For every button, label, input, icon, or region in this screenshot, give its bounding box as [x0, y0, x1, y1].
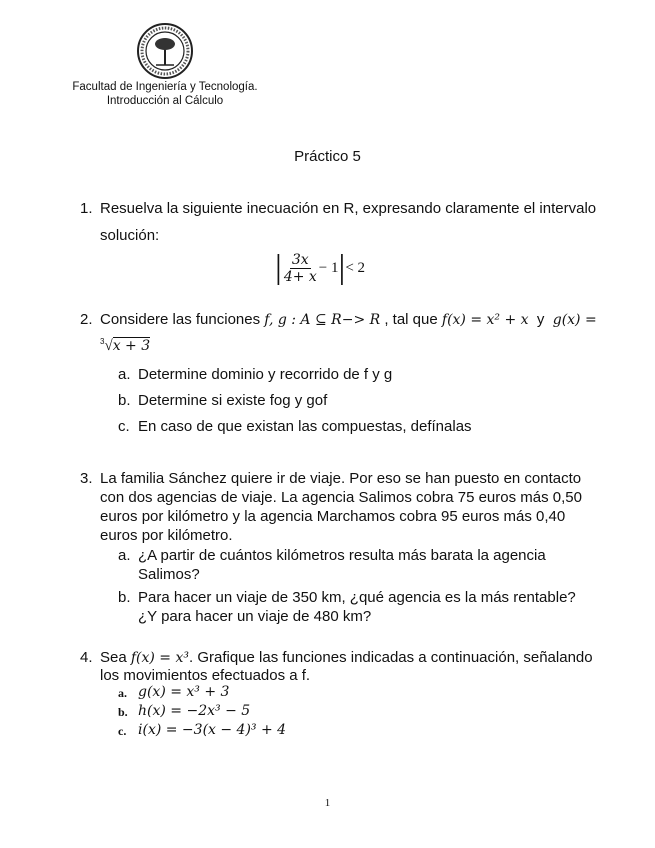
- q2-item-b: Determine si existe fog y gof: [138, 392, 328, 409]
- question-3-line: euros por kilómetro.: [100, 527, 233, 544]
- q2-item-b-label: b.: [118, 392, 131, 409]
- q4-item-a: g(x) = x³ + 3: [138, 684, 230, 700]
- q4-text-a: Sea: [100, 649, 131, 666]
- q3-item-a-label: a.: [118, 547, 131, 564]
- q2-item-a: Determine dominio y recorrido de f y g: [138, 366, 393, 383]
- q2-item-c-label: c.: [118, 418, 130, 435]
- cube-root-expression: $^3$√x + 3: [100, 337, 151, 354]
- question-2-number: 2.: [80, 311, 93, 328]
- q4-item-b: h(x) = −2x³ − 5: [138, 703, 251, 719]
- q3-item-b: Para hacer un viaje de 350 km, ¿qué agencia es la más rentable?: [138, 589, 576, 606]
- question-4-text: [100, 649, 593, 666]
- question-3-line: con dos agencias de viaje. La agencia Salimos cobra 75 euros más 0,50: [100, 489, 582, 506]
- fraction-denominator: 4+ x: [283, 268, 317, 285]
- question-3-line: euros por kilómetro y la agencia Marchamos cobra 95 euros más 0,40: [100, 508, 566, 525]
- q2-text-a: Considere las funciones: [100, 311, 265, 328]
- q4-text-b: . Grafique las funciones indicadas a continuación, señalando: [189, 649, 593, 666]
- q3-item-b-label: b.: [118, 589, 131, 606]
- inequality-formula: | $\frac{3x}{4+ x}$ − 1 | < 2: [275, 249, 366, 286]
- root-index: 3: [100, 337, 105, 346]
- q2-math-f: f(x) = x² + x: [441, 312, 529, 328]
- q4-item-c: i(x) = −3(x − 4)³ + 4: [138, 722, 287, 738]
- course-name: Introducción al Cálculo: [106, 95, 224, 107]
- q2-text-c: y: [528, 311, 553, 328]
- fraction-numerator: 3x: [291, 251, 309, 268]
- q2-math-a: f, g : A ⊆ R−> R: [264, 312, 381, 328]
- q2-text-b: , tal que: [380, 311, 442, 328]
- q3-item-a-cont: Salimos?: [138, 566, 200, 583]
- institution-name: Facultad de Ingeniería y Tecnología.: [72, 81, 258, 93]
- q3-item-a: ¿A partir de cuántos kilómetros resulta más barata la agencia: [138, 547, 546, 564]
- page-title: Práctico 5: [294, 148, 361, 165]
- q4-item-a-label: a.: [118, 686, 127, 700]
- question-1-number: 1.: [80, 200, 93, 217]
- root-body: x + 3: [112, 338, 151, 354]
- q4-item-b-label: b.: [118, 705, 128, 719]
- question-3-line: La familia Sánchez quiere ir de viaje. Por eso se han puesto en contacto: [100, 470, 582, 487]
- q2-item-a-label: a.: [118, 366, 131, 383]
- q2-item-c: En caso de que existan las compuestas, defínalas: [138, 418, 472, 435]
- q3-item-b-cont: ¿Y para hacer un viaje de 480 km?: [138, 608, 372, 625]
- university-seal-logo: [136, 22, 194, 80]
- q2-math-g: g(x) =: [552, 312, 597, 328]
- page-number: 1: [324, 797, 331, 809]
- question-4-number: 4.: [80, 649, 93, 666]
- question-2-text: [100, 311, 597, 328]
- question-1-text: Resuelva la siguiente inecuación en R, expresando claramente el intervalo: [100, 200, 597, 217]
- formula-rhs: < 2: [345, 259, 366, 276]
- question-3-number: 3.: [80, 470, 93, 487]
- question-4-text-cont: los movimientos efectuados a f.: [100, 667, 311, 684]
- q4-item-c-label: c.: [118, 724, 127, 738]
- question-1-text-cont: solución:: [100, 227, 160, 244]
- formula-rest: − 1: [318, 259, 339, 276]
- q4-math-f: f(x) = x³: [130, 650, 189, 666]
